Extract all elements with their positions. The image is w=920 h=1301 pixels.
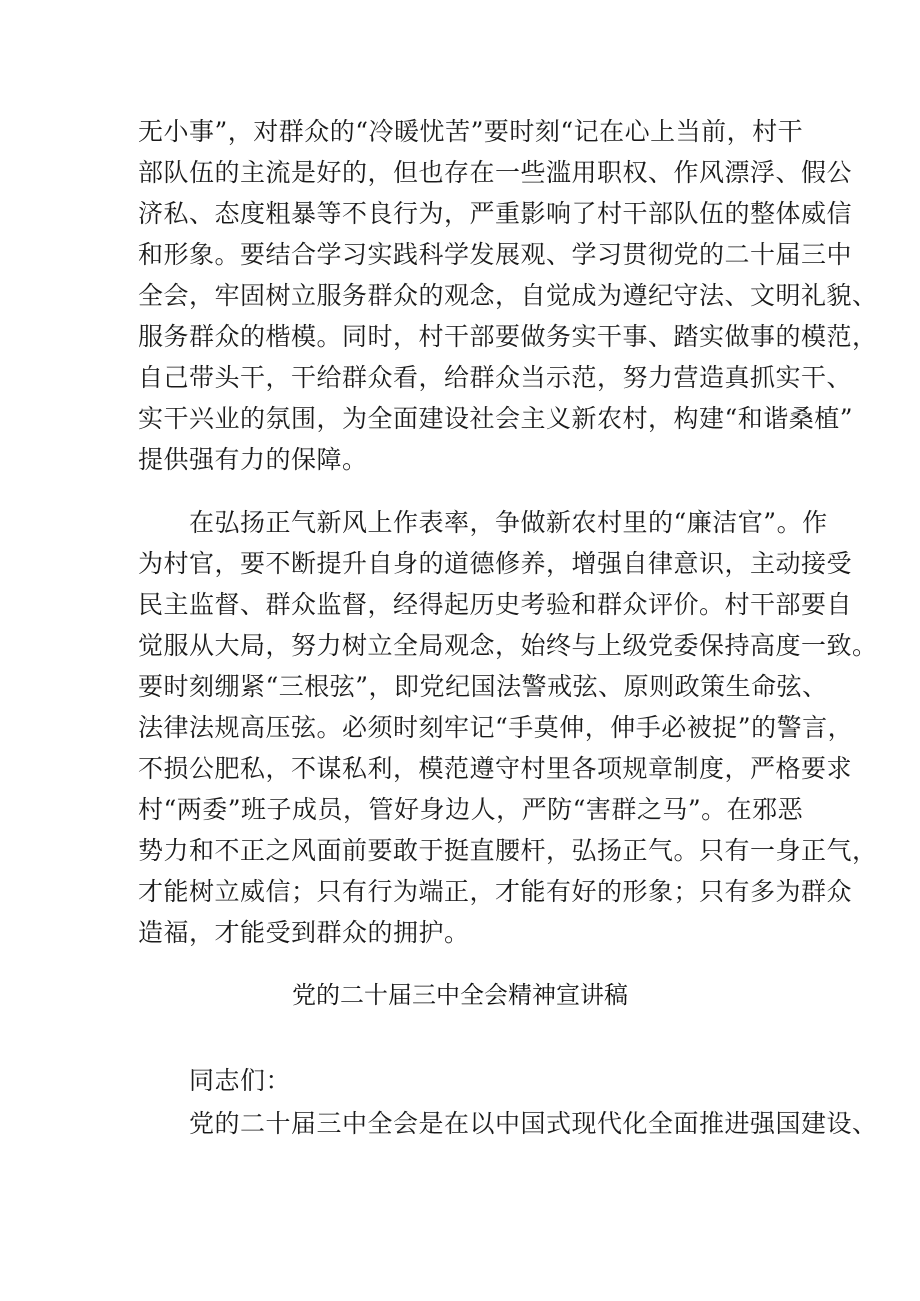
speech-title: 党的二十届三中全会精神宣讲稿 xyxy=(292,981,628,1009)
paragraph-2-line: 在弘扬正气新风上作表率，争做新农村里的“廉洁官”。作 xyxy=(138,508,828,537)
paragraph-1-line: 自己带头干，干给群众看，给群众当示范，努力营造真抓实干、 xyxy=(138,363,853,392)
paragraph-1-line: 服务群众的楷模。同时，村干部要做务实干事、踏实做事的模范， xyxy=(138,322,878,351)
paragraph-1-line: 全会，牢固树立服务群众的观念，自觉成为遵纪守法、文明礼貌、 xyxy=(138,281,878,310)
paragraph-1-line: 济私、态度粗暴等不良行为，严重影响了村干部队伍的整体威信 xyxy=(138,199,853,228)
paragraph-1-line: 和形象。要结合学习实践科学发展观、学习贯彻党的二十届三中 xyxy=(138,240,853,269)
paragraph-2-line: 村“两委”班子成员，管好身边人，严防“害群之马”。在邪恶 xyxy=(138,795,804,824)
paragraph-2-line: 觉服从大局，努力树立全局观念，始终与上级党委保持高度一致。 xyxy=(138,631,878,660)
paragraph-2-line: 不损公肥私，不谋私利，模范遵守村里各项规章制度，严格要求 xyxy=(138,754,853,783)
paragraph-1-line: 实干兴业的氛围，为全面建设社会主义新农村，构建“和谐桑植” xyxy=(138,404,854,433)
paragraph-1-line: 部队伍的主流是好的，但也存在一些滥用职权、作风漂浮、假公 xyxy=(138,158,853,187)
speech-opening-line: 党的二十届三中全会是在以中国式现代化全面推进强国建设、 xyxy=(138,1109,878,1138)
paragraph-2-line: 为村官，要不断提升自身的道德修养，增强自律意识，主动接受 xyxy=(138,549,853,578)
paragraph-2-line: 民主监督、群众监督，经得起历史考验和群众评价。村干部要自 xyxy=(138,590,853,619)
paragraph-2-line: 法律法规高压弦。必须时刻牢记“手莫伸，伸手必被捉”的警言， xyxy=(138,713,854,742)
paragraph-1-line: 提供强有力的保障。 xyxy=(138,445,368,474)
paragraph-2-line: 才能树立威信；只有行为端正，才能有好的形象；只有多为群众 xyxy=(138,877,853,906)
paragraph-1-line: 无小事”，对群众的“冷暖忧苦”要时刻“记在心上当前，村干 xyxy=(138,117,804,146)
salutation: 同志们： xyxy=(138,1066,292,1095)
paragraph-2-line: 要时刻绷紧“三根弦”，即党纪国法警戒弦、原则政策生命弦、 xyxy=(138,672,828,701)
paragraph-2-line: 势力和不正之风面前要敢于挺直腰杆，弘扬正气。只有一身正气， xyxy=(138,836,878,865)
paragraph-2-line: 造福，才能受到群众的拥护。 xyxy=(138,918,470,947)
